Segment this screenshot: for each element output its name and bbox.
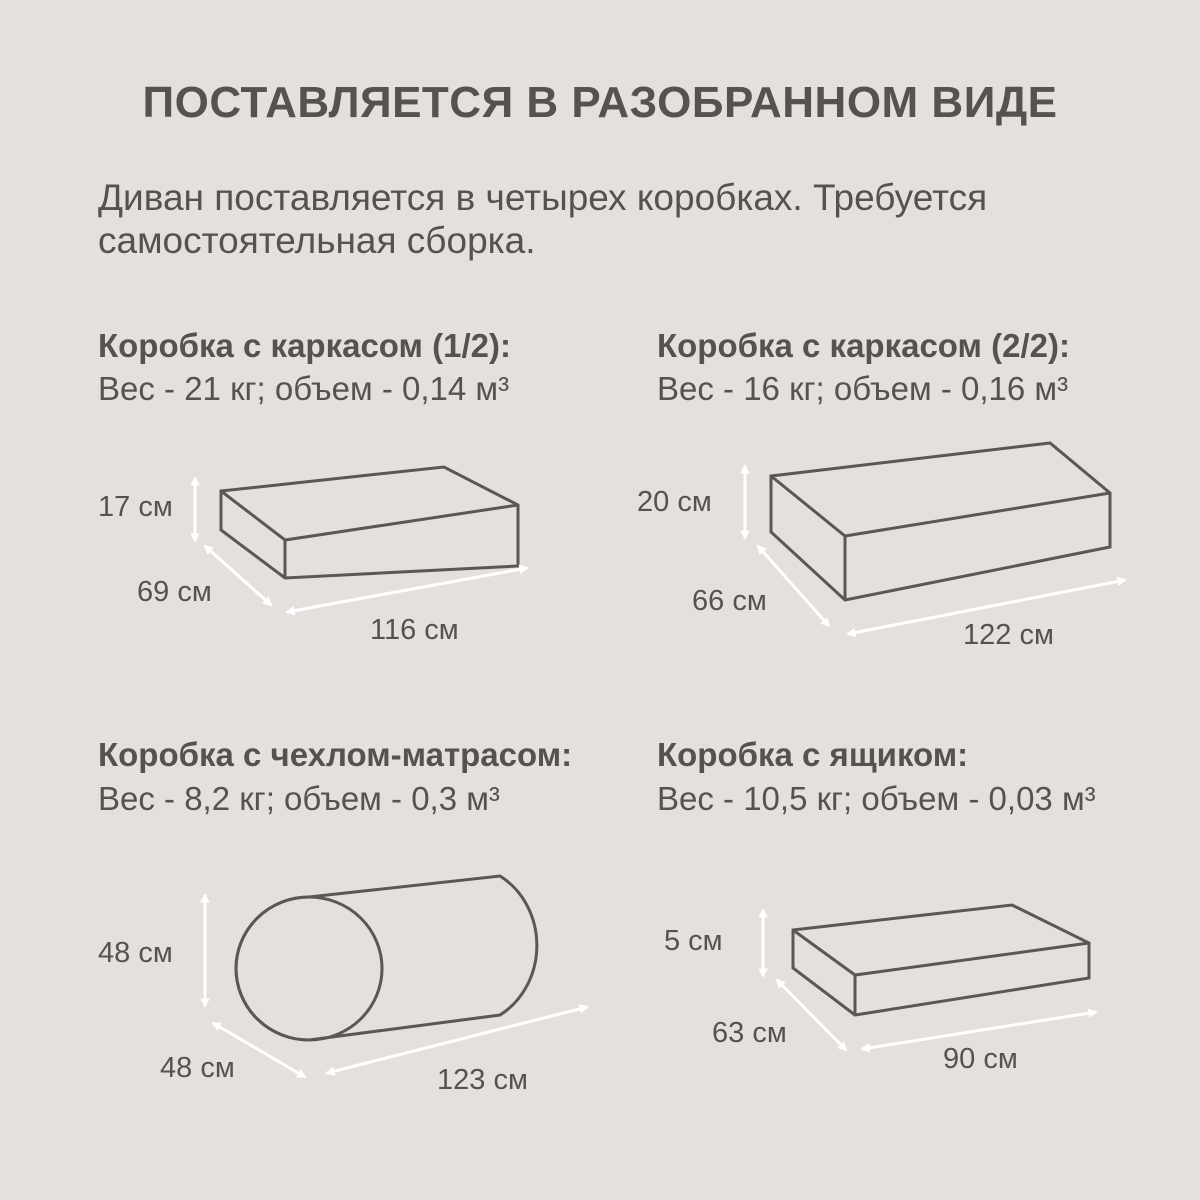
box-4-outline (793, 905, 1089, 1015)
box-2-illustration (771, 443, 1110, 600)
box-3-illustration (236, 876, 537, 1040)
box-1-height-label: 17 см (98, 491, 173, 523)
box-3-dimension-arrows (205, 895, 587, 1077)
box-2-heading: Коробка с каркасом (2/2): (657, 327, 1070, 364)
box-1-top-edges (221, 491, 518, 540)
box-4-length-arrow (862, 1012, 1096, 1049)
box-4-illustration (793, 905, 1089, 1015)
box-2-depth-arrow (758, 546, 829, 626)
box-2-dimension-arrows (745, 466, 1125, 634)
box-1-dimension-arrows (195, 478, 527, 612)
box-3-depth-label: 48 см (160, 1052, 235, 1084)
box-3-cylinder-end (236, 897, 382, 1040)
box-4-length-label: 90 см (943, 1043, 1018, 1075)
page-title: ПОСТАВЛЯЕТСЯ В РАЗОБРАННОМ ВИДЕ (142, 78, 1058, 127)
box-2-length-label: 122 см (963, 619, 1054, 651)
box-1-outline (221, 467, 518, 578)
box-1-depth-arrow (205, 546, 271, 605)
box-3-depth-arrow (213, 1023, 305, 1077)
box-4-top-edges (793, 930, 1089, 975)
box-1-heading: Коробка с каркасом (1/2): (98, 327, 511, 364)
box-3-length-label: 123 см (437, 1064, 528, 1096)
intro-line-1: Диван поставляется в четырех коробках. Требуется (98, 177, 988, 218)
box-1-spec: Вес - 21 кг; объем - 0,14 м³ (98, 370, 510, 407)
box-4-spec: Вес - 10,5 кг; объем - 0,03 м³ (657, 780, 1096, 817)
box-1-illustration (221, 467, 518, 578)
box-2-length-arrow (848, 580, 1125, 634)
box-3-length-arrow (327, 1007, 587, 1073)
box-4-height-label: 5 см (664, 925, 723, 957)
box-3-heading: Коробка с чехлом-матрасом: (98, 736, 573, 773)
box-4-depth-label: 63 см (712, 1017, 787, 1049)
box-3-spec: Вес - 8,2 кг; объем - 0,3 м³ (98, 780, 500, 817)
box-4-dimension-arrows (763, 910, 1096, 1050)
box-4-depth-arrow (777, 980, 846, 1050)
box-4-heading: Коробка с ящиком: (657, 736, 969, 773)
box-2-spec: Вес - 16 кг; объем - 0,16 м³ (657, 370, 1069, 407)
box-3-height-label: 48 см (98, 937, 173, 969)
box-2-height-label: 20 см (637, 486, 712, 518)
box-2-top-edges (771, 476, 1110, 536)
box-1-length-label: 116 см (370, 614, 459, 646)
box-2-depth-label: 66 см (692, 585, 767, 617)
box-1-depth-label: 69 см (137, 576, 212, 608)
intro-line-2: самостоятельная сборка. (98, 220, 536, 261)
